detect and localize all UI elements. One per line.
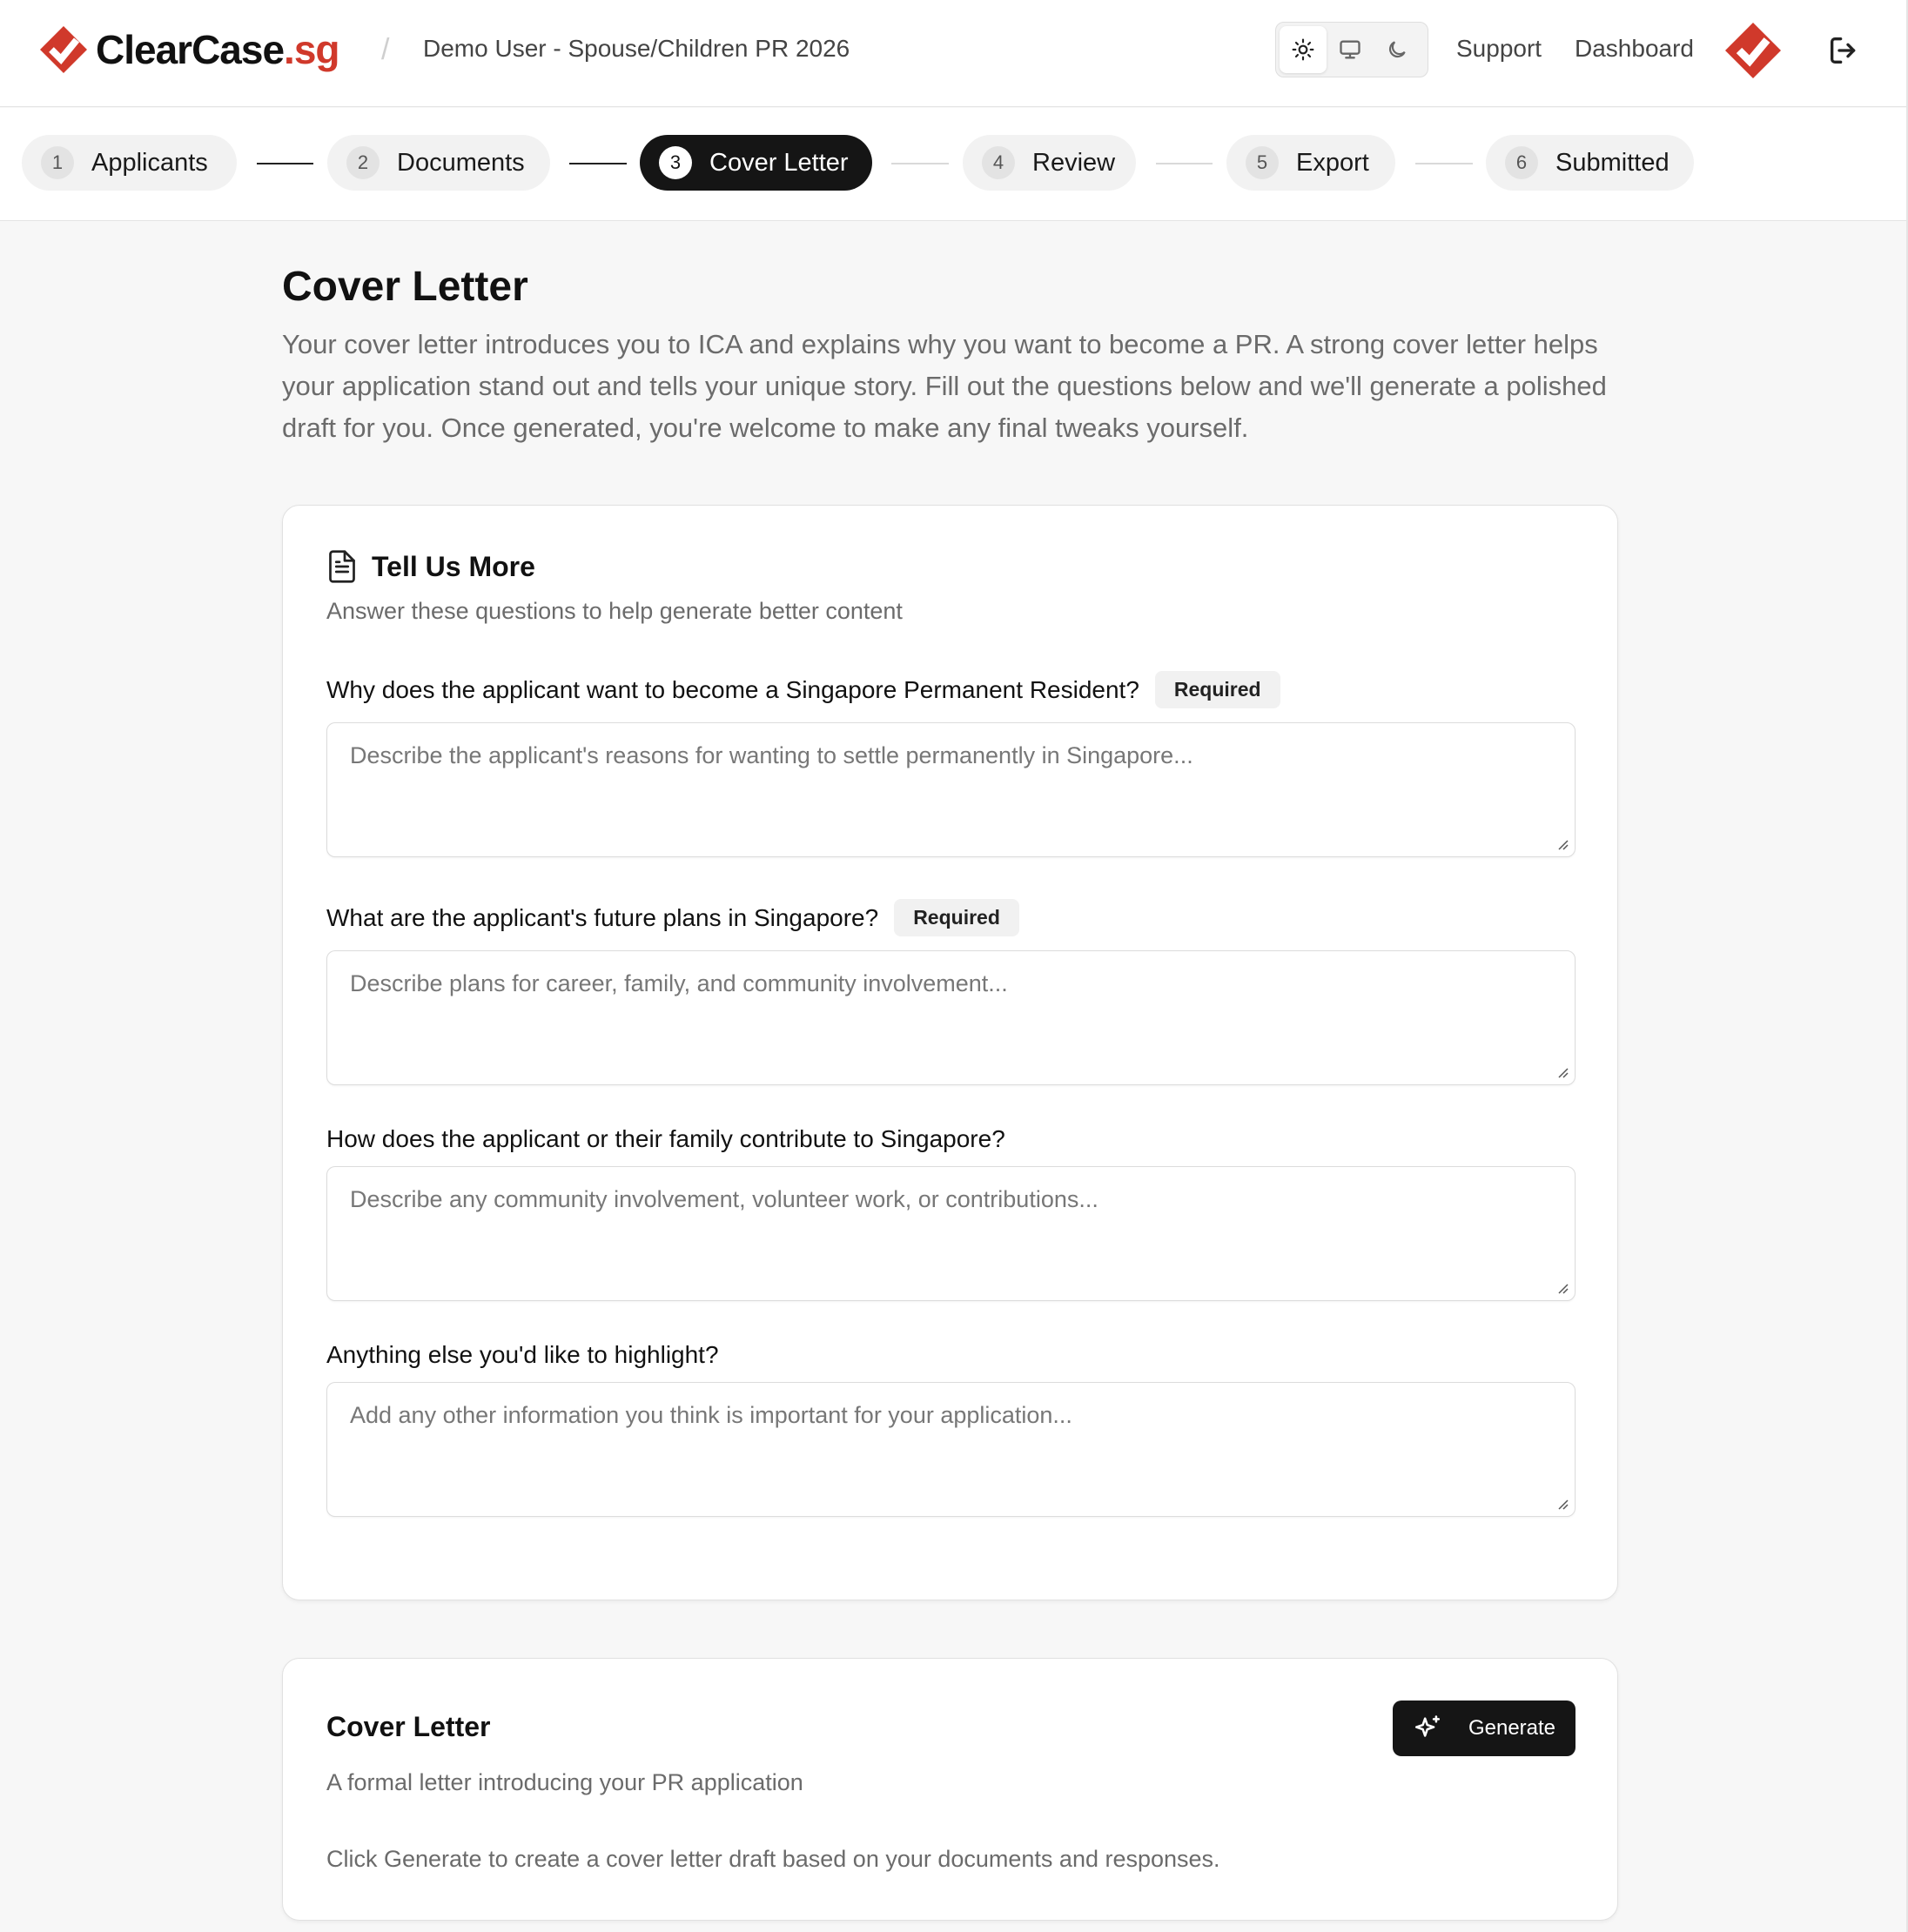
question-label-contribution: How does the applicant or their family contribute to Singapore? [326,1125,1005,1152]
card-subtitle: Answer these questions to help generate better content [326,598,903,624]
breadcrumb-separator: / [381,33,390,66]
step-number: 4 [982,146,1015,179]
support-link[interactable]: Support [1456,35,1542,62]
textarea-placeholder: Describe any community involvement, volunteer work, or contributions... [350,1186,1098,1212]
step-number: 3 [659,146,692,179]
required-badge: Required [1155,671,1280,708]
page-description: Your cover letter introduces you to ICA and explains why you want to become a PR. A strong cover letter helps your application stand out and tells your unique story. Fill out the questions below and we'll generate a polished draft for you. Once generated, you're welcome to make any final tweaks yourself. [282,329,1607,443]
step-applicants[interactable] [22,135,237,191]
step-connector [569,163,627,164]
resize-grip-icon[interactable] [1555,837,1569,851]
page-title: Cover Letter [282,264,528,310]
sun-icon [1292,38,1314,61]
resize-grip-icon[interactable] [1555,1497,1569,1511]
step-review[interactable] [963,135,1136,191]
theme-light-button[interactable] [1280,26,1327,73]
step-label: Applicants [91,148,208,177]
logout-icon[interactable] [1826,33,1861,68]
breadcrumb[interactable]: Demo User - Spouse/Children PR 2026 [423,35,850,62]
step-label: Submitted [1555,148,1670,177]
generate-label: Generate [1468,1716,1556,1740]
step-documents[interactable] [327,135,550,191]
theme-switcher [1275,22,1428,77]
step-label: Export [1296,148,1369,177]
step-connector [257,163,313,164]
step-number: 6 [1505,146,1538,179]
textarea-placeholder: Describe plans for career, family, and community involvement... [350,970,1008,996]
logo-text: ClearCase.sg [96,27,339,72]
dashboard-link[interactable]: Dashboard [1575,35,1694,62]
resize-grip-icon[interactable] [1555,1281,1569,1295]
resize-grip-icon[interactable] [1555,1065,1569,1079]
card-subtitle: A formal letter introducing your PR application [326,1769,803,1795]
logo[interactable] [37,24,339,75]
textarea-placeholder: Describe the applicant's reasons for wanting to settle permanently in Singapore... [350,742,1193,768]
step-connector [1156,163,1213,164]
future-plans-textarea[interactable] [326,950,1575,1085]
user-avatar-icon[interactable] [1723,21,1783,80]
step-number: 1 [41,146,74,179]
theme-system-button[interactable] [1327,26,1374,73]
monitor-icon [1338,37,1362,62]
step-connector [1415,163,1473,164]
document-icon [326,549,358,584]
tell-us-more-card [282,505,1618,1600]
generate-hint: Click Generate to create a cover letter draft based on your documents and responses. [326,1846,1220,1872]
theme-dark-button[interactable] [1374,26,1421,73]
contribution-textarea[interactable] [326,1166,1575,1301]
generate-button[interactable] [1393,1701,1575,1756]
card-header [326,549,535,584]
top-header [0,0,1906,107]
step-cover-letter[interactable] [640,135,872,191]
step-number: 5 [1246,146,1279,179]
step-label: Cover Letter [709,148,849,177]
step-label: Documents [397,148,525,177]
moon-icon [1386,38,1408,61]
required-badge: Required [894,899,1019,936]
highlight-textarea[interactable] [326,1382,1575,1517]
why-pr-textarea[interactable] [326,722,1575,857]
clearcase-logo-icon [37,24,91,75]
card-title: Cover Letter [326,1711,491,1742]
question-label-future-plans: What are the applicant's future plans in Singapore? Required [326,899,1019,936]
card-title: Tell Us More [372,550,535,582]
sparkle-icon [1413,1714,1442,1743]
step-number: 2 [346,146,380,179]
step-export[interactable] [1226,135,1395,191]
cover-letter-card [282,1658,1618,1921]
step-submitted[interactable] [1486,135,1694,191]
step-connector [891,163,949,164]
progress-steps [0,108,1906,221]
question-label-highlight: Anything else you'd like to highlight? [326,1341,719,1368]
step-label: Review [1032,148,1116,177]
textarea-placeholder: Add any other information you think is important for your application... [350,1402,1072,1428]
question-label-why-pr: Why does the applicant want to become a Singapore Permanent Resident? Required [326,671,1280,708]
